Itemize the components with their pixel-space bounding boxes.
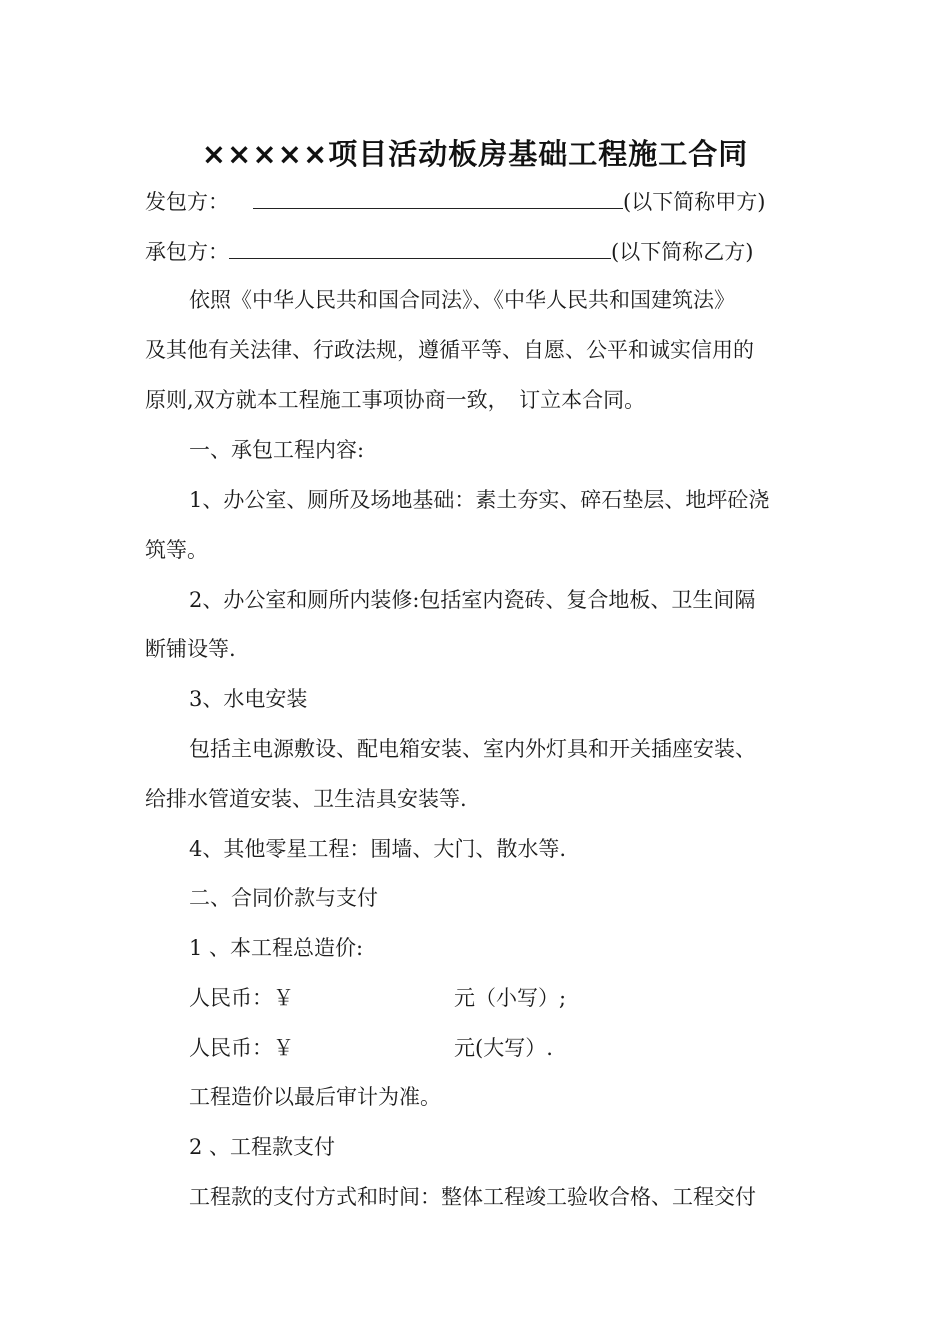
item-1-line-2: 筑等。: [145, 538, 208, 562]
preamble-line-3: 原则,双方就本工程施工事项协商一致， 订立本合同。: [145, 388, 646, 412]
section-2-heading: 二、合同价款与支付: [189, 886, 378, 910]
party-a-label: 发包方：: [145, 190, 229, 214]
price-small-line: [189, 983, 854, 1013]
section-1-heading: 一、承包工程内容:: [189, 438, 365, 462]
price-small-suffix: 元（小写）;: [454, 986, 567, 1010]
audit-note: 工程造价以最后审计为准。: [189, 1085, 441, 1109]
party-b-blank[interactable]: [229, 236, 611, 259]
price-big-suffix: 元(大写）.: [454, 1036, 553, 1060]
item-3-line-1: 包括主电源敷设、配电箱安装、室内外灯具和开关插座安装、: [189, 737, 756, 761]
price-small-prefix: 人民币：￥: [189, 986, 294, 1010]
payment-line-1: 工程款的支付方式和时间：整体工程竣工验收合格、工程交付: [189, 1185, 756, 1209]
item-3-line-2: 给排水管道安装、卫生洁具安装等.: [145, 787, 467, 811]
item-4-line: 4、其他零星工程：围墙、大门、散水等.: [189, 837, 567, 861]
price-big-prefix: 人民币：￥: [189, 1036, 294, 1060]
document-title: ×××××项目活动板房基础工程施工合同: [201, 137, 749, 171]
price-big-line: [189, 1033, 854, 1063]
item-1-line-1: 1、办公室、厕所及场地基础：素土夯实、碎石垫层、地坪砼浇: [189, 488, 770, 512]
payment-heading: 2 、工程款支付: [189, 1135, 336, 1159]
item-3-heading: 3、水电安装: [189, 687, 308, 711]
party-b-suffix: (以下简称乙方): [611, 240, 754, 264]
party-b-line: [145, 236, 810, 267]
party-a-suffix: (以下简称甲方): [623, 190, 766, 214]
preamble-line-1: 依照《中华人民共和国合同法》、《中华人民共和国建筑法》: [189, 288, 735, 312]
item-2-line-2: 断铺设等.: [145, 637, 236, 661]
party-a-line: [145, 186, 810, 217]
party-b-label: 承包方：: [145, 240, 229, 264]
item-2-line-1: 2、办公室和厕所内装修:包括室内瓷砖、复合地板、卫生间隔: [189, 588, 756, 612]
total-price-heading: 1 、本工程总造价:: [189, 936, 364, 960]
preamble-line-2: 及其他有关法律、行政法规，遵循平等、自愿、公平和诚实信用的: [145, 338, 754, 362]
party-a-blank[interactable]: [253, 186, 623, 209]
